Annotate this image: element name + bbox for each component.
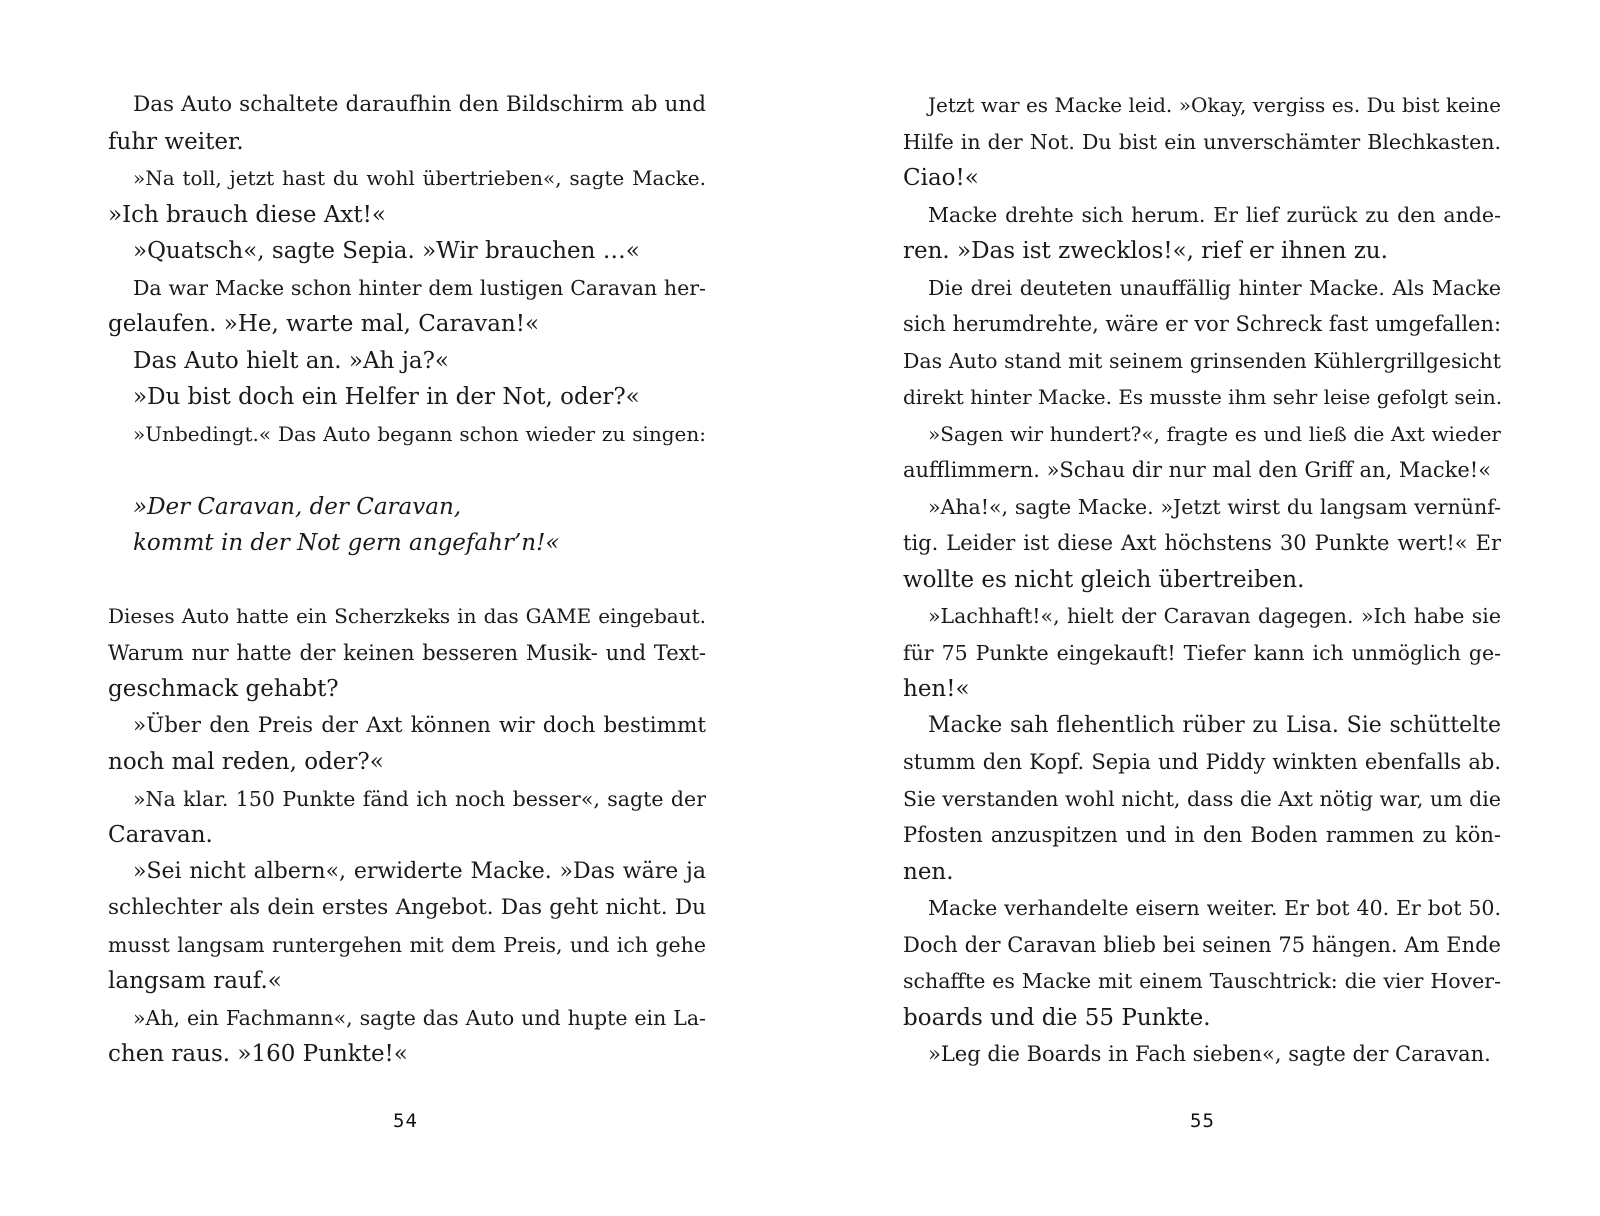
text-line: Das Auto stand mit seinem grinsenden Kühlergrillgesicht <box>903 348 1501 373</box>
text-line: langsam rauf.« <box>108 968 282 994</box>
text-line: Jetzt war es Macke leid. »Okay, vergiss es. Du bist keine <box>928 93 1501 117</box>
text-line: Pfosten anzuspitzen und in den Boden rammen zu kön- <box>903 823 1501 847</box>
text-line: Ciao!« <box>903 165 979 191</box>
left-page-text <box>108 87 706 1073</box>
text-line: sich herumdrehte, wäre er vor Schreck fast umgefallen: <box>903 312 1502 336</box>
text-line: »Unbedingt.« Das Auto begann schon wieder zu singen: <box>133 421 706 446</box>
text-line: Doch der Caravan blieb bei seinen 75 hängen. Am Ende <box>903 932 1501 957</box>
text-line: direkt hinter Macke. Es musste ihm sehr leise gefolgt sein. <box>903 385 1503 409</box>
text-line: »Ah, ein Fachmann«, sagte das Auto und hupte ein La- <box>133 1005 706 1030</box>
text-line: noch mal reden, oder?« <box>108 749 384 775</box>
text-line: Macke drehte sich herum. Er lief zurück zu den ande- <box>928 202 1501 227</box>
text-line: stumm den Kopf. Sepia und Piddy winkten ebenfalls ab. <box>903 750 1501 774</box>
text-line: Warum nur hatte der keinen besseren Musik- und Text- <box>108 640 706 665</box>
text-line: für 75 Punkte eingekauft! Tiefer kann ich unmöglich ge- <box>903 640 1501 665</box>
text-line: Das Auto schaltete daraufhin den Bildschirm ab und <box>133 92 706 117</box>
text-line: aufflimmern. »Schau dir nur mal den Griff an, Macke!« <box>903 458 1492 482</box>
text-line: Das Auto hielt an. »Ah ja?« <box>133 347 449 374</box>
blank-line <box>108 562 706 599</box>
text-line: musst langsam runtergehen mit dem Preis, und ich gehe <box>108 932 706 957</box>
text-line: »Über den Preis der Axt können wir doch bestimmt <box>133 712 706 738</box>
text-line: geschmack gehabt? <box>108 676 339 702</box>
text-line: Dieses Auto hatte ein Scherzkeks in das GAME eingebaut. <box>108 604 706 628</box>
text-line: »Sagen wir hundert?«, fragte es und ließ die Axt wieder <box>928 421 1501 446</box>
text-line: »Aha!«, sagte Macke. »Jetzt wirst du langsam vernünf- <box>928 494 1501 519</box>
text-line: Hilfe in der Not. Du bist ein unverschämter Blechkasten. <box>903 129 1501 154</box>
text-line: chen raus. »160 Punkte!« <box>108 1041 408 1067</box>
blank-line <box>108 452 706 489</box>
text-line: schaffte es Macke mit einem Tauschtrick: die vier Hover- <box>903 969 1501 993</box>
text-line: »Quatsch«, sagte Sepia. »Wir brauchen …« <box>133 238 640 264</box>
text-line: ren. »Das ist zwecklos!«, rief er ihnen zu. <box>903 238 1388 264</box>
right-page-text <box>903 87 1501 1073</box>
text-line: Macke sah flehentlich rüber zu Lisa. Sie schüttelte <box>928 712 1501 738</box>
text-line: wollte es nicht gleich übertreiben. <box>903 566 1305 593</box>
text-line: »Ich brauch diese Axt!« <box>108 201 386 228</box>
text-line: »Na toll, jetzt hast du wohl übertrieben«, sagte Macke. <box>133 166 706 190</box>
text-line: hen!« <box>903 676 970 702</box>
text-line: gelaufen. »He, warte mal, Caravan!« <box>108 311 540 337</box>
text-line: Da war Macke schon hinter dem lustigen Caravan her- <box>133 275 706 300</box>
text-line: »Lachhaft!«, hielt der Caravan dagegen. »Ich habe sie <box>928 604 1501 628</box>
text-line: Caravan. <box>108 822 213 848</box>
text-line: »Du bist doch ein Helfer in der Not, oder?« <box>133 384 640 410</box>
left-page-number: 54 <box>393 1110 418 1132</box>
text-line: nen. <box>903 858 954 885</box>
text-line: boards und die 55 Punkte. <box>903 1004 1211 1031</box>
text-line: »Na klar. 150 Punkte fänd ich noch besser«, sagte der <box>133 786 706 811</box>
text-line: »Leg die Boards in Fach sieben«, sagte der Caravan. <box>928 1042 1491 1066</box>
text-line: »Sei nicht albern«, erwiderte Macke. »Das wäre ja <box>133 858 706 884</box>
verse-line: »Der Caravan, der Caravan, <box>133 493 462 520</box>
verse-line: kommt in der Not gern angefahr’n!« <box>133 530 560 556</box>
text-line: tig. Leider ist diese Axt höchstens 30 Punkte wert!« Er <box>903 531 1501 555</box>
text-line: Macke verhandelte eisern weiter. Er bot 40. Er bot 50. <box>928 896 1501 920</box>
text-line: Die drei deuteten unauffällig hinter Macke. Als Macke <box>928 275 1501 300</box>
text-line: Sie verstanden wohl nicht, dass die Axt nötig war, um die <box>903 786 1501 811</box>
right-page-number: 55 <box>1190 1110 1215 1132</box>
text-line: schlechter als dein erstes Angebot. Das geht nicht. Du <box>108 895 706 920</box>
text-line: fuhr weiter. <box>108 128 244 155</box>
